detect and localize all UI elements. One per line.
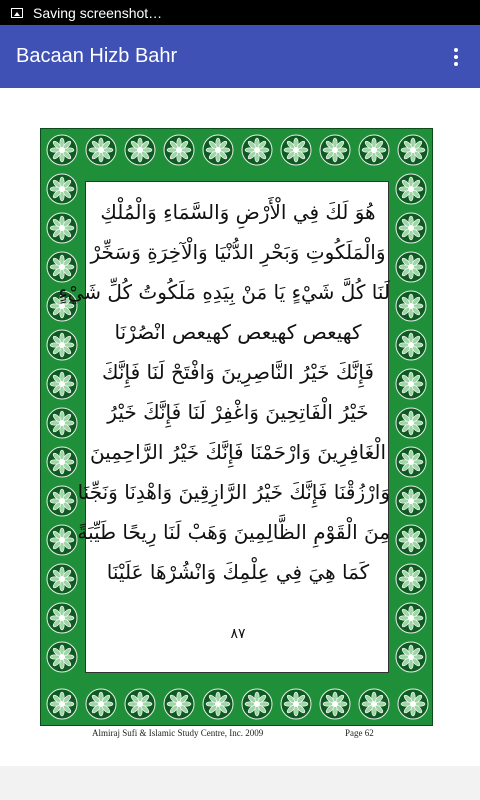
ornament-rosette — [47, 408, 77, 438]
app-bar — [0, 25, 480, 88]
arabic-text-line: وَارْزُقْنَا فَإِنَّكَ خَيْرُ الرَّازِقِينَ وَاهْدِنَا وَنَجِّنَا — [77, 480, 390, 504]
image-icon — [11, 8, 23, 18]
ornament-rosette — [125, 135, 155, 165]
arabic-text-line: فَإِنَّكَ خَيْرُ النَّاصِرِينَ وَافْتَحْ لَنَا فَإِنَّكَ — [102, 360, 374, 384]
status-text: Saving screenshot… — [33, 4, 163, 21]
ornament-rosette — [396, 369, 426, 399]
ornament-rosette — [396, 642, 426, 672]
ornament-rosette — [47, 603, 77, 633]
ornament-rosette — [398, 689, 428, 719]
ornament-rosette — [396, 408, 426, 438]
ornament-rosette — [359, 689, 389, 719]
ornament-rosette — [396, 174, 426, 204]
ornament-rosette — [398, 135, 428, 165]
page-number: ٨٧ — [230, 626, 246, 642]
ornament-rosette — [47, 174, 77, 204]
ornament-rosette — [164, 689, 194, 719]
arabic-text-line: كَمَا هِيَ فِي عِلْمِكَ وَانْشُرْهَا عَلَيْنَا — [106, 560, 370, 584]
ornament-rosette — [47, 525, 77, 555]
arabic-text-line: كهيعص كهيعص كهيعص انْصُرْنَا — [114, 320, 362, 344]
ornament-rosette — [396, 330, 426, 360]
arabic-text-line: لَنَا كُلَّ شَيْءٍ يَا مَنْ بِيَدِهِ مَلَكُوتُ كُلِّ شَيْءٍ — [58, 280, 390, 304]
ornament-rosette — [242, 689, 272, 719]
ornament-rosette — [281, 689, 311, 719]
ornament-rosette — [203, 135, 233, 165]
arabic-text-line: هُوَ لَكَ فِي الْأَرْضِ وَالسَّمَاءِ وَالْمُلْكِ — [100, 200, 376, 224]
ornament-rosette — [47, 689, 77, 719]
arabic-text-line: خَيْرُ الْفَاتِحِينَ وَاغْفِرْ لَنَا فَإِنَّكَ خَيْرُ — [107, 400, 369, 424]
ornament-rosette — [396, 486, 426, 516]
status-bar — [0, 0, 480, 25]
ornament-rosette — [396, 252, 426, 282]
ornament-rosette — [47, 369, 77, 399]
ornament-rosette — [396, 447, 426, 477]
ornament-rosette — [47, 135, 77, 165]
arabic-text-line: وَالْمَلَكُوتِ وَبَحْرِ الدُّنْيَا وَالْآخِرَةِ وَسَخِّرْ — [90, 240, 386, 264]
ornament-rosette — [320, 135, 350, 165]
overflow-menu-icon[interactable] — [444, 43, 468, 71]
ornament-rosette — [86, 689, 116, 719]
ornament-rosette — [47, 486, 77, 516]
ornament-rosette — [164, 135, 194, 165]
ornament-rosette — [203, 689, 233, 719]
ornament-rosette — [320, 689, 350, 719]
ornament-rosette — [47, 447, 77, 477]
ornament-rosette — [47, 564, 77, 594]
ornament-rosette — [396, 603, 426, 633]
ornament-rosette — [242, 135, 272, 165]
ornament-rosette — [47, 330, 77, 360]
ornament-rosette — [396, 213, 426, 243]
footer-page: Page 62 — [345, 728, 374, 738]
ornament-rosette — [47, 642, 77, 672]
ornament-rosette — [396, 525, 426, 555]
arabic-text-line: مِنَ الْقَوْمِ الظَّالِمِينَ وَهَبْ لَنَا رِيحًا طَيِّبَةً — [77, 520, 390, 544]
ornament-rosette — [396, 564, 426, 594]
arabic-text-line: الْغَافِرِينَ وَارْحَمْنَا فَإِنَّكَ خَيْرُ الرَّاحِمِينَ — [89, 440, 387, 464]
ornament-rosette — [47, 213, 77, 243]
document-page — [0, 88, 480, 766]
bottom-strip — [0, 766, 480, 800]
ornament-rosette — [125, 689, 155, 719]
ornament-rosette — [47, 252, 77, 282]
ornament-rosette — [281, 135, 311, 165]
ornament-rosette — [359, 135, 389, 165]
ornament-rosette — [86, 135, 116, 165]
footer-publisher: Almiraj Sufi & Islamic Study Centre, Inc. 2009 — [92, 728, 264, 738]
app-title: Bacaan Hizb Bahr — [16, 45, 178, 67]
text-panel — [58, 181, 390, 673]
ornament-rosette — [396, 291, 426, 321]
